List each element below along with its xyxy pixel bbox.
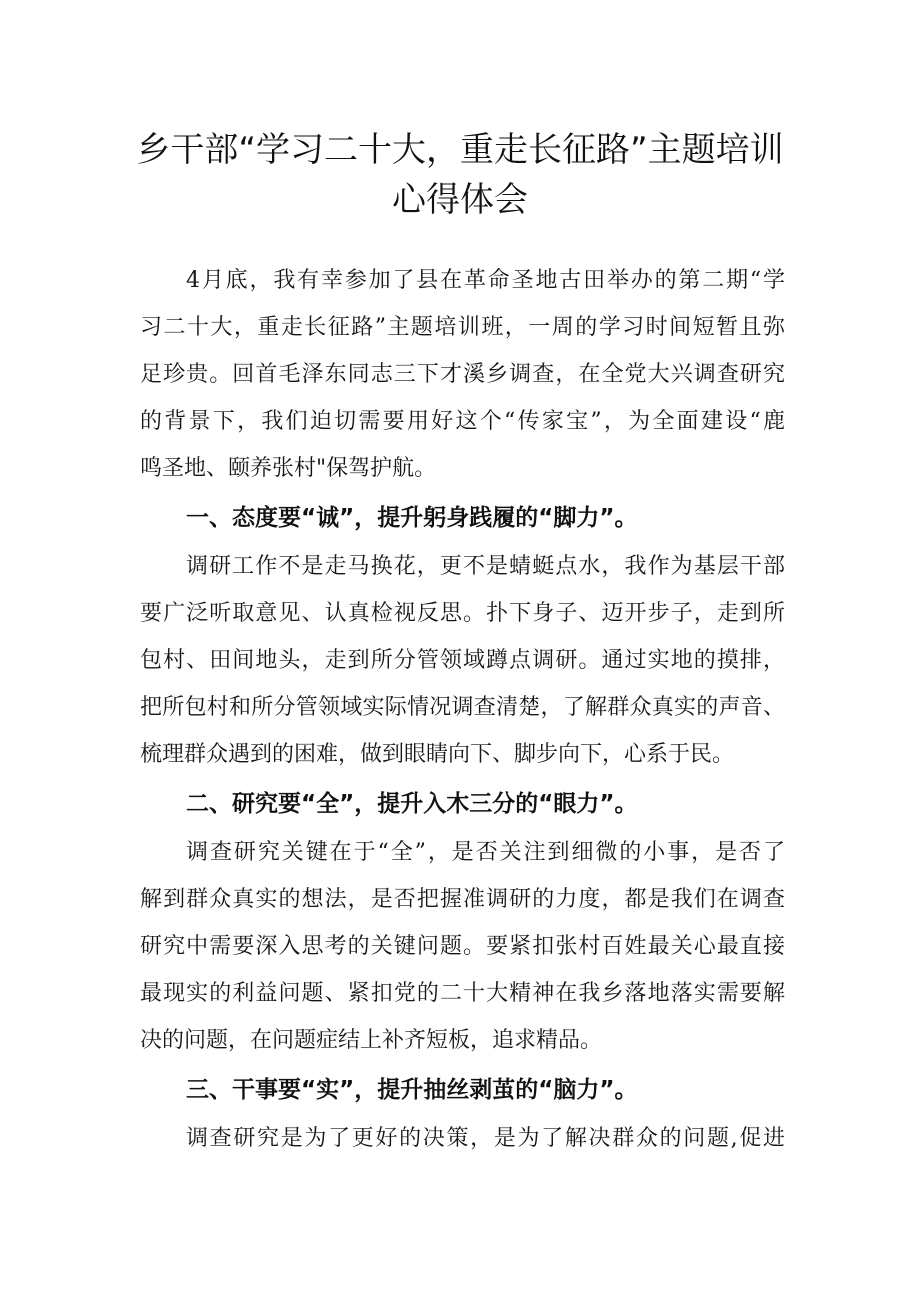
section2-line: 解到群众真实的想法，是否把握准调研的力度，都是我们在调查: [140, 887, 785, 912]
intro-line: 足珍贵。回首毛泽东同志三下才溪乡调查，在全党大兴调查研究: [140, 362, 785, 387]
section-heading-1: 一、态度要“诚”，提升躬身践履的“脚力”。: [186, 505, 638, 531]
section2-line: 调查研究关键在于“全”，是否关注到细微的小事，是否了: [186, 840, 785, 865]
section1-line: 要广泛听取意见、认真检视反思。扑下身子、迈开步子，走到所: [140, 601, 785, 626]
section-heading-3: 三、干事要“实”，提升抽丝剥茧的“脑力”。: [186, 1077, 638, 1103]
section1-line: 包村、田间地头，走到所分管领域蹲点调研。通过实地的摸排，: [140, 648, 785, 673]
document-title-line-2: 心得体会: [392, 180, 528, 220]
intro-line: 4月底，我有幸参加了县在革命圣地古田举办的第二期“学: [186, 268, 785, 293]
section3-line: 调查研究是为了更好的决策，是为了解决群众的问题,促进: [186, 1126, 785, 1151]
section1-line: 把所包村和所分管领域实际情况调查清楚，了解群众真实的声音、: [140, 695, 785, 720]
section1-line: 梳理群众遇到的困难，做到眼睛向下、脚步向下，心系于民。: [140, 742, 735, 767]
section1-line: 调研工作不是走马换花，更不是蜻蜓点水，我作为基层干部: [186, 554, 785, 579]
section2-line: 最现实的利益问题、紧扣党的二十大精神在我乡落地落实需要解: [140, 981, 785, 1006]
intro-line: 的背景下，我们迫切需要用好这个“传家宝”，为全面建设“鹿: [140, 409, 785, 434]
section2-line: 研究中需要深入思考的关键问题。要紧扣张村百姓最关心最直接: [140, 934, 785, 959]
intro-line: 鸣圣地、颐养张村"保驾护航。: [140, 456, 437, 481]
intro-line: 习二十大，重走长征路”主题培训班，一周的学习时间短暂且弥: [140, 315, 785, 340]
document-title-line-1: 乡干部“学习二十大，重走长征路”主题培训: [136, 130, 784, 170]
section-heading-2: 二、研究要“全”，提升入木三分的“眼力”。: [186, 791, 638, 817]
section2-line: 决的问题，在问题症结上补齐短板，追求精品。: [140, 1028, 603, 1053]
